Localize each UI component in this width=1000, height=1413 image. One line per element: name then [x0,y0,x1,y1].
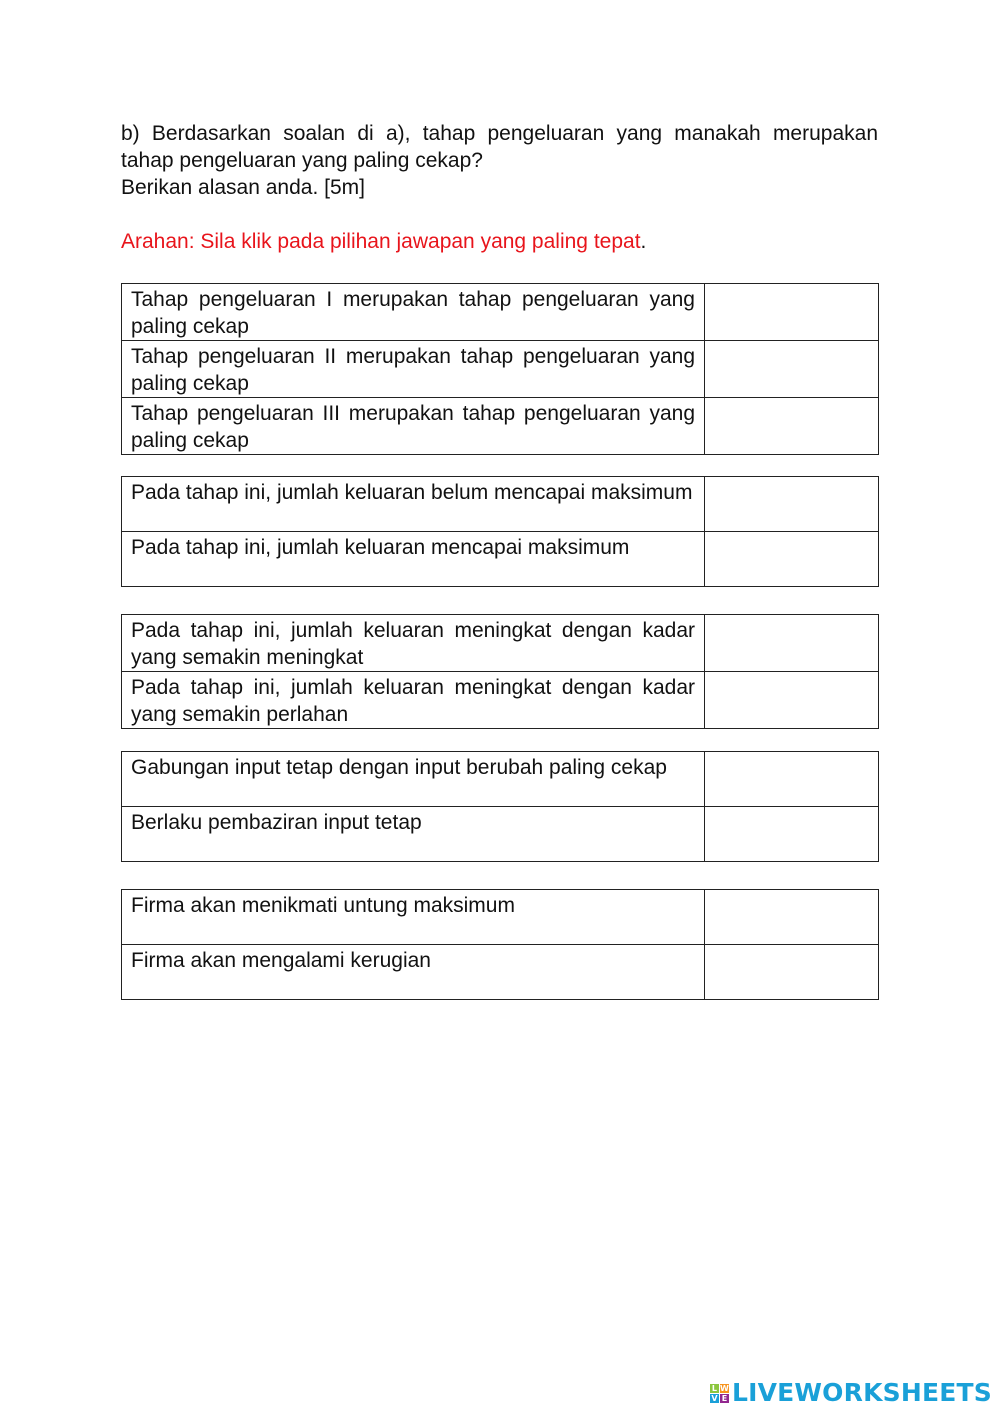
choice-text: Firma akan mengalami kerugian [122,945,705,1000]
choice-row [122,945,879,1000]
choice-text: Pada tahap ini, jumlah keluaran meningkat dengan kadar yang semakin meningkat [122,615,705,672]
answer-checkbox[interactable] [705,945,879,1000]
choice-text: Tahap pengeluaran II merupakan tahap pengeluaran yang paling cekap [122,341,705,398]
answer-checkbox[interactable] [705,398,879,455]
choice-group-2 [121,476,879,587]
instruction-label: Arahan: Sila klik pada pilihan jawapan yang paling tepat [121,230,641,253]
choice-group-1 [121,283,879,455]
choice-row [122,807,879,862]
logo-mark-letter: L [711,1383,717,1393]
logo-mark-letter: W [720,1383,729,1393]
choice-row [122,752,879,807]
choice-row [122,890,879,945]
choice-text: Pada tahap ini, jumlah keluaran belum mencapai maksimum [122,477,705,532]
choice-group-3 [121,614,879,729]
answer-checkbox[interactable] [705,890,879,945]
answer-checkbox[interactable] [705,284,879,341]
choice-text: Gabungan input tetap dengan input berubah paling cekap [122,752,705,807]
choice-row [122,477,879,532]
question-text [121,120,878,201]
answer-checkbox[interactable] [705,532,879,587]
choice-row [122,341,879,398]
question-line-2: Berikan alasan anda. [5m] [121,176,365,199]
answer-checkbox[interactable] [705,477,879,532]
choice-row [122,532,879,587]
answer-checkbox[interactable] [705,341,879,398]
choice-row [122,615,879,672]
choice-row [122,284,879,341]
instruction-text [121,228,878,255]
answer-checkbox[interactable] [705,807,879,862]
liveworksheets-logo [710,1379,992,1407]
instruction-period: . [640,230,647,253]
choice-text: Tahap pengeluaran I merupakan tahap pengeluaran yang paling cekap [122,284,705,341]
choice-row [122,672,879,729]
choice-group-4 [121,751,879,862]
question-line-1: b) Berdasarkan soalan di a), tahap pengeluaran yang manakah merupakan tahap pengeluaran yang paling cekap? [121,122,878,172]
choice-text: Pada tahap ini, jumlah keluaran meningkat dengan kadar yang semakin perlahan [122,672,705,729]
choice-group-5 [121,889,879,1000]
logo-text: LIVEWORKSHEETS [731,1378,992,1407]
answer-checkbox[interactable] [705,615,879,672]
choice-text: Pada tahap ini, jumlah keluaran mencapai maksimum [122,532,705,587]
choice-text: Berlaku pembaziran input tetap [122,807,705,862]
choice-text: Tahap pengeluaran III merupakan tahap pengeluaran yang paling cekap [122,398,705,455]
logo-mark-icon [710,1384,729,1403]
answer-checkbox[interactable] [705,672,879,729]
choice-text: Firma akan menikmati untung maksimum [122,890,705,945]
logo-mark-letter: E [721,1393,728,1403]
logo-mark-letter: V [711,1393,718,1403]
answer-checkbox[interactable] [705,752,879,807]
choice-row [122,398,879,455]
